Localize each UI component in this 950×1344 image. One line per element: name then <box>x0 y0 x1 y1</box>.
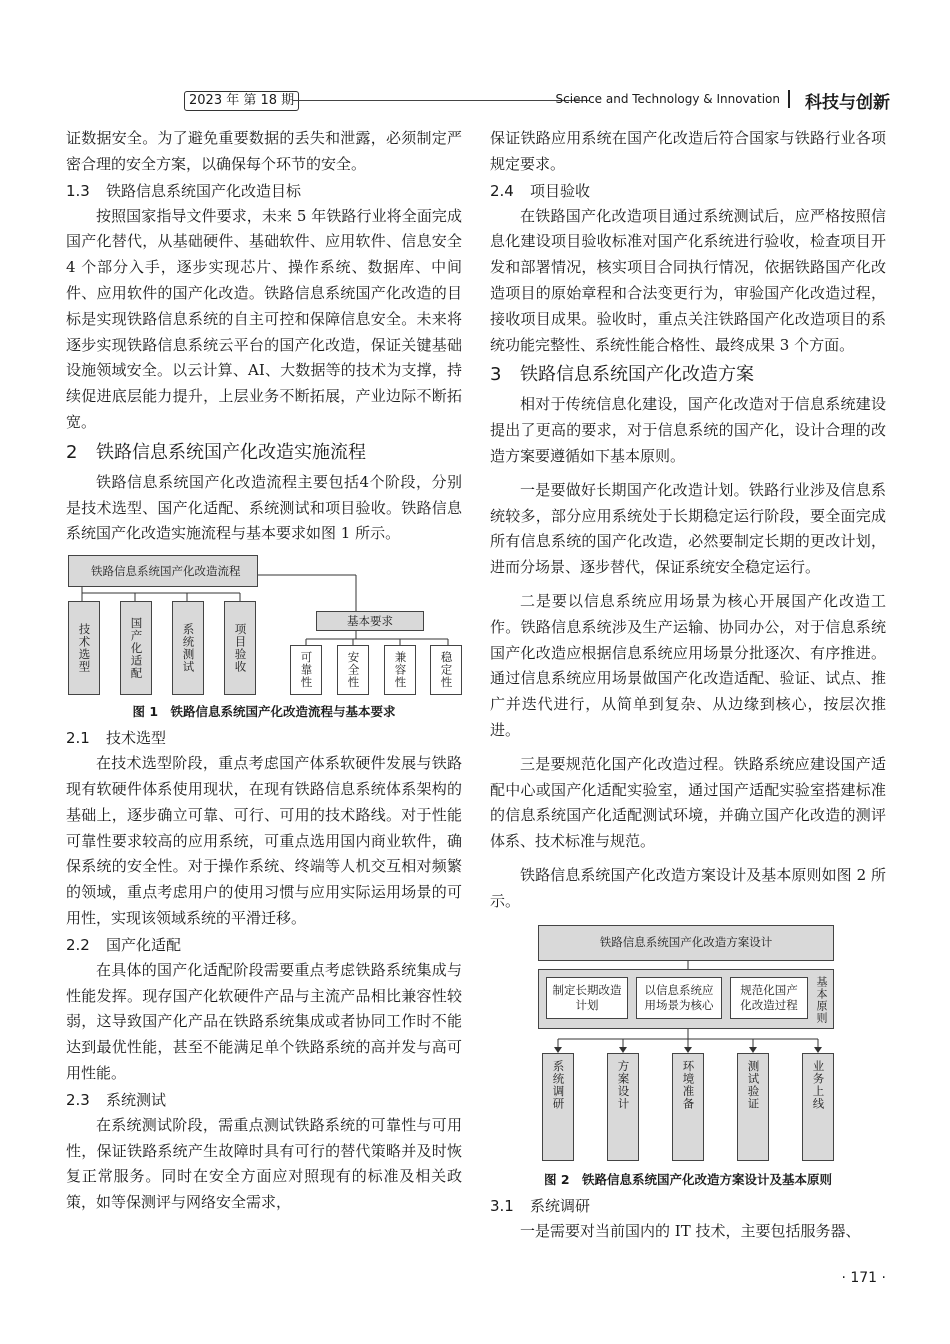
fig1-step-box: 国产化适配 <box>120 601 152 695</box>
fig1-requirement-box: 兼容性 <box>384 645 416 695</box>
fig1-requirement-box: 可靠性 <box>290 645 322 695</box>
paragraph: 相对于传统信息化建设，国产化改造对于信息系统建设提出了更高的要求，对于信息系统的国产化，设计合理的改造方案要遵循如下基本原则。 <box>490 395 886 465</box>
page-header <box>62 84 890 118</box>
fig2-step-box: 方案设计 <box>607 1053 639 1161</box>
fig2-step-box: 系统调研 <box>542 1053 574 1161</box>
section-heading-3: 3 铁路信息系统国产化改造方案 <box>490 364 754 386</box>
paragraph: 证数据安全。为了避免重要数据的丢失和泄露，必须制定严密合理的安全方案，以确保每个环节的安全。 <box>66 129 462 173</box>
section-heading-2: 2 铁路信息系统国产化改造实施流程 <box>66 441 366 463</box>
paragraph: 保证铁路应用系统在国产化改造后符合国家与铁路行业各项规定要求。 <box>490 129 886 173</box>
section-heading-2-2: 2.2 国产化适配 <box>66 935 182 954</box>
paragraph: 铁路信息系统国产化改造流程主要包括4个阶段，分别是技术选型、国产化适配、系统测试和项目验收。铁路信息系统国产化改造实施流程与基本要求如图 1 所示。 <box>66 472 462 543</box>
paragraph: 一是需要对当前国内的 IT 技术，主要包括服务器、 <box>520 1221 861 1240</box>
right-column <box>490 126 886 1244</box>
fig2-step-box: 业务上线 <box>802 1053 834 1161</box>
fig1-step-box: 技术选型 <box>68 601 100 695</box>
paragraph: 按照国家指导文件要求，未来 5 年铁路行业将全面完成国产化替代，从基础硬件、基础软件、应用软件、信息安全 4 个部分入手，逐步实现芯片、操作系统、数据库、中间件、应用软件的国产化改造。铁路信息系统国产化改造的目标是实现铁路信息系统的自主可控和保障信息安全。未来将逐步实现铁路信息系统云平台的国产化改造，保证关键基础设施领域安全。以云计算、AI、大数据等的技术为支撑，持续促进底层能力提升，上层业务不断拓展，产业边际不断拓宽。 <box>66 206 462 431</box>
paragraph: 在铁路国产化改造项目通过系统测试后，应严格按照信息化建设项目验收标准对国产化系统进行验收，检查项目开发和部署情况，核实项目合同执行情况，依据铁路国产化改造项目的原始章程和合法变更行为，审验国产化改造过程，接收项目成果。验收时，重点关注铁路国产化改造项目的系统功能完整性、系统性能合格性、最终成果 3 个方面。 <box>490 206 886 354</box>
section-heading-1-3: 1.3 铁路信息系统国产化改造目标 <box>66 181 302 200</box>
header-separator <box>788 90 790 108</box>
journal-name-en: Science and Technology & Innovation <box>555 92 780 106</box>
figure-1-caption: 图 1 铁路信息系统国产化改造流程与基本要求 <box>132 704 396 720</box>
fig1-requirements-box: 基本要求 <box>316 611 424 631</box>
paragraph: 在系统测试阶段，需重点测试铁路系统的可靠性与可用性，保证铁路系统产生故障时具有可行的替代策略并及时恢复正常服务。同时在安全方面应对照现有的标准及相关政策，如等保测评与网络安全需求， <box>66 1115 462 1212</box>
paragraph: 在具体的国产化适配阶段需要重点考虑铁路系统集成与性能发挥。现存国产化软硬件产品与主流产品相比兼容性较弱，这导致国产化产品在铁路系统集成或者协同工作时不能达到最优性能，甚至不能满足单个铁路系统的高并发与高可用性能。 <box>66 960 462 1082</box>
fig1-step-box: 项目验收 <box>224 601 256 695</box>
section-heading-2-4: 2.4 项目验收 <box>490 181 591 200</box>
fig2-design-box: 铁路信息系统国产化改造方案设计 <box>538 925 834 961</box>
figure-2-diagram <box>490 925 886 1169</box>
page-number: · 171 · <box>841 1270 886 1286</box>
fig2-principle-box: 规范化国产化改造过程 <box>730 977 808 1019</box>
left-column <box>66 126 462 1216</box>
fig2-step-box: 环境准备 <box>672 1053 704 1161</box>
section-heading-2-3: 2.3 系统测试 <box>66 1090 167 1109</box>
paragraph: 三是要规范化国产化改造过程。铁路系统应建设国产适配中心或国产化适配实验室，通过国产适配实验室搭建标准的信息系统国产化适配测试环境，并确立国产化改造的测评体系、技术标准与规范。 <box>490 754 886 851</box>
fig2-principle-box: 制定长期改造计划 <box>546 977 628 1019</box>
figure-1-diagram <box>66 553 462 701</box>
journal-name-cn: 科技与创新 <box>805 93 890 113</box>
fig1-step-box: 系统测试 <box>172 601 204 695</box>
fig2-principles-label: 基本原则 <box>815 975 828 1024</box>
section-heading-3-1: 3.1 系统调研 <box>490 1196 591 1215</box>
header-rule <box>292 100 590 101</box>
fig1-requirement-box: 稳定性 <box>430 645 462 695</box>
fig2-step-box: 测试验证 <box>737 1053 769 1161</box>
figure-2-caption: 图 2 铁路信息系统国产化改造方案设计及基本原则 <box>543 1171 833 1187</box>
fig2-principle-box: 以信息系统应用场景为核心 <box>636 977 722 1019</box>
fig1-requirement-box: 安全性 <box>337 645 369 695</box>
paragraph: 铁路信息系统国产化改造方案设计及基本原则如图 2 所示。 <box>490 865 886 910</box>
section-heading-2-1: 2.1 技术选型 <box>66 729 167 748</box>
fig1-process-box: 铁路信息系统国产化改造流程 <box>68 555 258 587</box>
paragraph: 二是要以信息系统应用场景为核心开展国产化改造工作。铁路信息系统涉及生产运输、协同办公，对于信息系统国产化改造应根据信息系统应用场景分批逐次、有序推进。通过信息系统应用场景做国产化改造适配、验证、试点、推广并迭代进行，从简单到复杂、从边缘到核心，按层次推进。 <box>490 591 886 739</box>
paragraph: 一是要做好长期国产化改造计划。铁路行业涉及信息系统较多，部分应用系统处于长期稳定运行阶段，要全面完成所有信息系统的国产化改造，必然要制定长期的更改计划，进而分场景、逐步替代，保证系统安全稳定运行。 <box>490 480 886 577</box>
issue-label: 2023 年 第 18 期 <box>184 91 299 111</box>
paragraph: 在技术选型阶段，重点考虑国产体系软硬件发展与铁路现有软硬件体系使用现状，在现有铁路信息系统体系架构的基础上，逐步确立可靠、可行、可用的技术路线。对于性能可靠性要求较高的应用系统，可重点选用国内商业软件，确保系统的安全性。对于操作系统、终端等人机交互相对频繁的领域，重点考虑用户的使用习惯与应用实际运用场景的可用性，实现该领域系统的平滑迁移。 <box>66 754 462 927</box>
